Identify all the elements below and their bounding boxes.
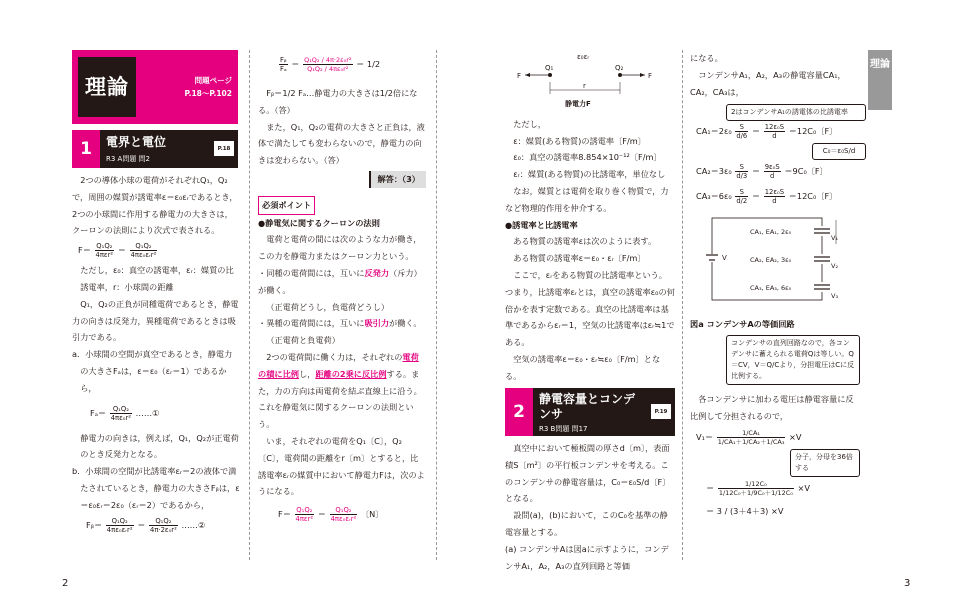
ca3-equation: CA₃＝6ε₀ $\frac{S}{d/2}$ ＝ $\frac{\text{12ε₀S}}{d}$ ＝12C₀〔F〕 <box>696 188 838 206</box>
section-page-tag: P.18 <box>214 141 234 156</box>
fraction <box>735 188 748 205</box>
section-subtitle: R3 A問題 問2 <box>106 155 151 163</box>
fraction <box>130 242 158 259</box>
fraction <box>110 405 132 422</box>
denominator: 4πε₀εᵣr² <box>106 525 133 534</box>
coulomb-force-diagram <box>505 50 675 110</box>
point-heading: ●静電気に関するクーロンの法則 <box>258 217 380 228</box>
text: ・同種の電荷間には，互いに <box>258 267 365 278</box>
fa-equation <box>72 405 240 422</box>
right-arrowhead <box>640 73 645 77</box>
denominator: 4πεr² <box>95 251 114 260</box>
capacitance-intro: コンデンサA₁，A₂，A₃の静電容量CA₁，CA₂，CA₃は， <box>690 69 846 97</box>
ratio-result: ＝ 1/2 <box>356 59 381 69</box>
section-title: 静電容量とコンデンサ <box>539 392 636 421</box>
perm-text-1: ある物質の誘電率εは次のように表す。 <box>513 236 657 247</box>
text: 2つの電荷間に働く力は，それぞれの <box>266 351 403 362</box>
numerator: Q₁Q₂ <box>110 405 132 414</box>
section-1-header <box>72 130 238 168</box>
page-number-left: 2 <box>62 578 69 589</box>
tail: ×V <box>789 431 802 442</box>
attraction-line <box>258 315 426 332</box>
perm-text-3: ここで，εᵣをある物質の比誘電率という。つまり，比誘電率εᵣとは，真空の誘電率ε₀の何倍かを表す定数である。真空の比誘電率は基準であるからεᵣ＝1，空気の比誘電率はεᵣ≒1である。 <box>505 269 675 348</box>
fraction <box>764 163 781 180</box>
circuit-v2: V₂ <box>831 262 839 271</box>
circuit-label-2: CA₂, EA₂, 3ε₀ <box>750 256 792 265</box>
note-c0: C₀＝ε₀S/d <box>812 143 866 160</box>
circuit-label-3: CA₃, EA₃, 6ε₀ <box>750 284 792 293</box>
denominator: 4πε₀r² <box>110 413 132 422</box>
highlight-inverse-square: 距離の2乗に反比例 <box>315 368 387 379</box>
compound-fraction <box>718 480 794 497</box>
text: する。また，力の方向は両電荷を結ぶ直線上に沿う。これを静電気に関するクーロンの法則という。 <box>258 368 422 430</box>
denominator: 1/12C₀＋1/9C₀＋1/12C₀ <box>718 488 793 497</box>
numerator: Q₁Q₂ <box>149 517 178 526</box>
capacitor-paragraph: 真空中において極板間の厚さd〔m〕，表面積S〔m²〕の平行板コンデンサを考える。このコンデンサの静電容量は，C₀＝ε₀S/d〔F〕となる。 <box>505 443 671 504</box>
coulomb-equation <box>72 242 240 259</box>
column-3 <box>505 50 675 385</box>
continuation: になる。 <box>690 53 723 63</box>
voltage-intro: 各コンデンサに加わる電圧は静電容量に反比例して分担されるので， <box>690 393 854 421</box>
chapter-header <box>72 50 238 124</box>
denominator: Q₁Q₂ / 4πε₀r² <box>307 65 349 73</box>
column-2 <box>258 50 426 526</box>
denominator: d <box>770 172 775 181</box>
column-divider <box>436 50 437 560</box>
point-label-row <box>258 196 426 215</box>
eq-lhs: Fᵦ＝ <box>86 519 103 530</box>
column-divider <box>249 50 250 560</box>
numerator: Q₁Q₂ / 4π·2ε₀r² <box>304 56 352 64</box>
eq-lhs: CA₂＝3ε₀ <box>696 166 732 177</box>
fraction <box>95 242 115 259</box>
numerator: S <box>735 123 748 132</box>
circuit-v1: V₁ <box>831 234 839 243</box>
fig-r: r <box>583 82 586 90</box>
result-text: Fᵦ＝1/2 Fₐ…静電力の大きさは1/2倍になる。（答） <box>258 88 418 115</box>
result: ＝12C₀〔F〕 <box>788 126 838 137</box>
v1-step3: ＝ 3 / (3＋4＋3) ×V <box>706 505 784 516</box>
section-number: 1 <box>72 130 100 168</box>
repulsion-note: （正電荷どうし，負電荷どうし） <box>266 301 390 312</box>
eq-lhs: CA₁＝2ε₀ <box>696 126 732 137</box>
numerator: 1/12C₀ <box>718 480 794 489</box>
fraction <box>764 123 785 140</box>
result: ＝12C₀〔F〕 <box>788 191 838 202</box>
fig-F-right: F <box>648 72 653 80</box>
text: し， <box>298 368 316 379</box>
answer-row <box>258 171 426 188</box>
fig-caption: 静電力F <box>565 100 591 108</box>
note-multiply: 分子，分母を36倍する <box>790 449 860 477</box>
def-epsilon: ε：媒質(ある物質)の誘電率〔F/m〕 <box>513 135 646 146</box>
denominator: 4πε₀εᵣr² <box>330 515 357 524</box>
unit: 〔N〕 <box>360 509 384 520</box>
direction-text: 静電力の向きは，例えば，Q₁，Q₂が正電荷のとき反発力となる。 <box>80 432 239 460</box>
fraction <box>149 517 178 534</box>
fraction <box>735 123 748 140</box>
equation-marker: ……② <box>181 519 206 530</box>
repulsion-line <box>258 265 426 299</box>
highlight-repulsion: 反発力 <box>364 267 390 278</box>
numerator: Q₁Q₂ <box>96 242 113 251</box>
text: が働く。 <box>389 318 422 329</box>
numerator: 1/CA₁ <box>717 429 786 438</box>
force-equation: F＝ $\frac{\text{Q₁Q₂}}{\text{4πεr²}}$ ＝ $\frac{\text{Q₁Q₂}}{\text{4πε₀εᵣr²}}$ 〔N〕 <box>278 506 384 524</box>
compound-fraction <box>303 56 352 73</box>
column-3-lower <box>505 440 675 574</box>
fraction <box>330 506 358 523</box>
numerator: Q₁Q₂ <box>330 506 358 515</box>
page-number-right: 3 <box>904 578 911 589</box>
charge-q1 <box>548 73 552 77</box>
circuit-v: V <box>722 254 727 263</box>
attraction-note: （正電荷と負電荷） <box>266 335 340 346</box>
problem-page-range: P.18～P.102 <box>184 89 232 98</box>
fig-q2: Q₂ <box>615 64 624 72</box>
left-arrowhead <box>525 73 530 77</box>
numerator: S <box>735 163 748 172</box>
part-b-text: b．小球間の空間が比誘電率εᵣ＝2の液体で満たされているとき，静電力の大きさFᵦは，ε＝ε₀εᵣ＝2ε₀（εᵣ＝2）であるから， <box>72 466 240 510</box>
numerator: Q₁Q₂ <box>130 242 158 251</box>
ca2-equation: CA₂＝3ε₀ $\frac{S}{d/3}$ ＝ $\frac{\text{9ε₀S}}{d}$ ＝9C₀〔F〕 <box>696 163 828 181</box>
eq-lhs: F＝ <box>78 245 91 256</box>
coulomb-law-paragraph <box>258 349 426 433</box>
chapter-title: 理論 <box>78 57 136 117</box>
def-epsilon0: ε₀：真空の誘電率8.854×10⁻¹²〔F/m〕 <box>513 152 662 163</box>
section-2-header <box>505 388 675 436</box>
fraction <box>279 56 288 73</box>
numerator: Q₁Q₂ <box>296 506 313 515</box>
sign-paragraph: Q₁，Q₂の正負が同種電荷であるとき，静電力の向きは反発力，異種電荷であるときは吸引力である。 <box>72 298 239 343</box>
perm-text-2: ある物質の誘電率ε＝ε₀・εᵣ〔F/m〕 <box>513 253 646 264</box>
v1-step2: ＝ $\frac{\text{1/12C₀}}{\text{1/12C₀＋1/9C₀＋1/12C₀}}$ ×V <box>706 479 810 497</box>
highlight-product: 電荷の積に比例 <box>258 351 419 379</box>
denominator: d/3 <box>736 172 748 181</box>
circuit-caption: 図a コンデンサAの等価回路 <box>690 319 795 330</box>
circuit-v3: V₃ <box>831 292 839 301</box>
numerator: 12ε₀S <box>764 188 785 197</box>
numerator: S <box>735 188 748 197</box>
eq-lhs: CA₃＝6ε₀ <box>696 191 732 202</box>
denominator: d/2 <box>736 197 748 206</box>
column-1 <box>72 172 240 537</box>
v1-equation <box>690 429 858 446</box>
denominator: 4πεr² <box>295 515 314 524</box>
point-paragraph: 電荷と電荷の間には次のような力が働き，この力を静電力またはクーロン力という。 <box>258 234 422 262</box>
problem-page-label: 問題ページ <box>194 76 232 85</box>
numerator: Fᵦ <box>280 56 287 64</box>
ca1-equation <box>690 123 858 140</box>
fraction <box>295 506 315 523</box>
numerator: 9ε₀S <box>764 163 780 172</box>
answer-box: 解答：（3） <box>369 171 426 188</box>
fig-eps: ε₀εᵣ <box>577 53 590 61</box>
fb-equation: Fᵦ＝ $\frac{\text{Q₁Q₂}}{\text{4πε₀εᵣr²}}$ ＝ $\frac{\text{Q₁Q₂}}{\text{4π·2ε₀r²}}$ ……② <box>86 516 206 534</box>
highlight-attraction: 吸引力 <box>364 318 390 329</box>
numerator: 12ε₀S <box>764 123 785 132</box>
note-series: コンデンサの直列回路なので，各コンデンサに蓄えられる電荷Qは等しい。Q＝CV，V＝Q/Cより，分担電圧はCに反比例する。 <box>726 335 860 385</box>
column-4 <box>690 50 858 522</box>
equals-sign: ＝ <box>751 126 761 137</box>
denominator: Fₐ <box>280 65 287 73</box>
section-page-tag: P.19 <box>651 404 671 419</box>
text: ・異種の電荷間には，互いに <box>258 318 365 329</box>
numerator: Q₁Q₂ <box>106 517 134 526</box>
def-epsilonr: εᵣ：媒質(ある物質)の比誘電率，単位なし <box>513 169 666 180</box>
denominator: d <box>772 197 777 206</box>
force-paragraph: いま，それぞれの電荷をQ₁〔C〕，Q₂〔C〕，電荷間の距離をr〔m〕とすると，比誘電率εᵣの媒質中において静電力Fは，次のようになる。 <box>258 435 425 497</box>
equivalent-circuit <box>690 212 858 312</box>
denominator: d <box>772 132 777 141</box>
denominator: 4π·2ε₀r² <box>150 525 177 534</box>
result: ＝9C₀〔F〕 <box>784 166 828 177</box>
section-title: 電界と電位 <box>106 135 167 149</box>
compound-fraction <box>717 429 786 446</box>
denominator: 4πε₀εᵣr² <box>130 251 157 260</box>
eq-lhs: Fₐ＝ <box>90 407 107 418</box>
fraction <box>735 163 748 180</box>
definitions: ただし，ε₀：真空の誘電率，εᵣ：媒質の比誘電率，r：小球間の距離 <box>80 265 234 292</box>
note-dielectric: 2はコンデンサA₁の誘電体の比誘電率 <box>726 104 866 121</box>
eq-lhs: F＝ <box>278 509 291 520</box>
intro-paragraph: 2つの導体小球の電荷がそれぞれQ₁，Q₂で，周囲の媒質が誘電率ε＝ε₀εᵣであるとき，2つの小球間に作用する静電力の大きさは，クーロンの法則により次式で表される。 <box>72 175 238 236</box>
equals-sign: ＝ <box>117 245 126 256</box>
denominator: 1/CA₁＋1/CA₂＋1/CA₃ <box>717 437 785 446</box>
fraction <box>764 188 785 205</box>
perm-text-4: 空気の誘電率ε＝ε₀・εᵣ≒ε₀〔F/m〕となる。 <box>505 353 661 381</box>
side-tab[interactable]: 理論 <box>868 50 892 110</box>
part-a-capacitor: (a) コンデンサAは図aに示すように，コンデンサA₁，A₂，A₃の直列回路と等価 <box>505 543 669 571</box>
result-text-2: また，Q₁，Q₂の電荷の大きさと正負は，液体で満たしても変わらないので，静電力の向きは変わらない。（答） <box>258 121 425 166</box>
defs-lead: ただし， <box>513 118 546 129</box>
permittivity-heading: ●誘電率と比誘電率 <box>505 219 578 230</box>
part-a-text: a．小球間の空間が真空であるとき，静電力の大きさFₐは，ε＝ε₀（εᵣ＝1）であるから， <box>72 349 233 393</box>
point-label: 必須ポイント <box>258 196 315 215</box>
eq-lhs: V₁＝ <box>696 431 714 442</box>
fraction <box>106 517 134 534</box>
ratio-equation: $\frac{\text{Fᵦ}}{\text{Fₐ}}$ ＝ $\frac{\text{Q₁Q₂ / 4π·2ε₀r²}}{\text{Q₁Q₂ / 4πε₀r²}}$ ＝ 1/2 <box>280 56 381 73</box>
fig-q1: Q₁ <box>545 64 554 72</box>
equation-marker: ……① <box>135 407 160 418</box>
section-subtitle: R3 B問題 問17 <box>539 425 588 433</box>
circuit-label-1: CA₁, EA₁, 2ε₀ <box>750 228 792 237</box>
denominator: d/6 <box>736 132 748 141</box>
fig-F-left: F <box>517 72 522 80</box>
base-capacitance: 設問(a)，(b)において，このC₀を基準の静電容量とする。 <box>505 510 668 537</box>
text: （斥力）が働く。 <box>258 267 422 295</box>
medium-note: なお，媒質とは電荷を取り巻く物質で，力など物理的作用を仲介する。 <box>505 185 669 213</box>
section-number: 2 <box>505 388 533 436</box>
column-divider <box>682 50 683 560</box>
